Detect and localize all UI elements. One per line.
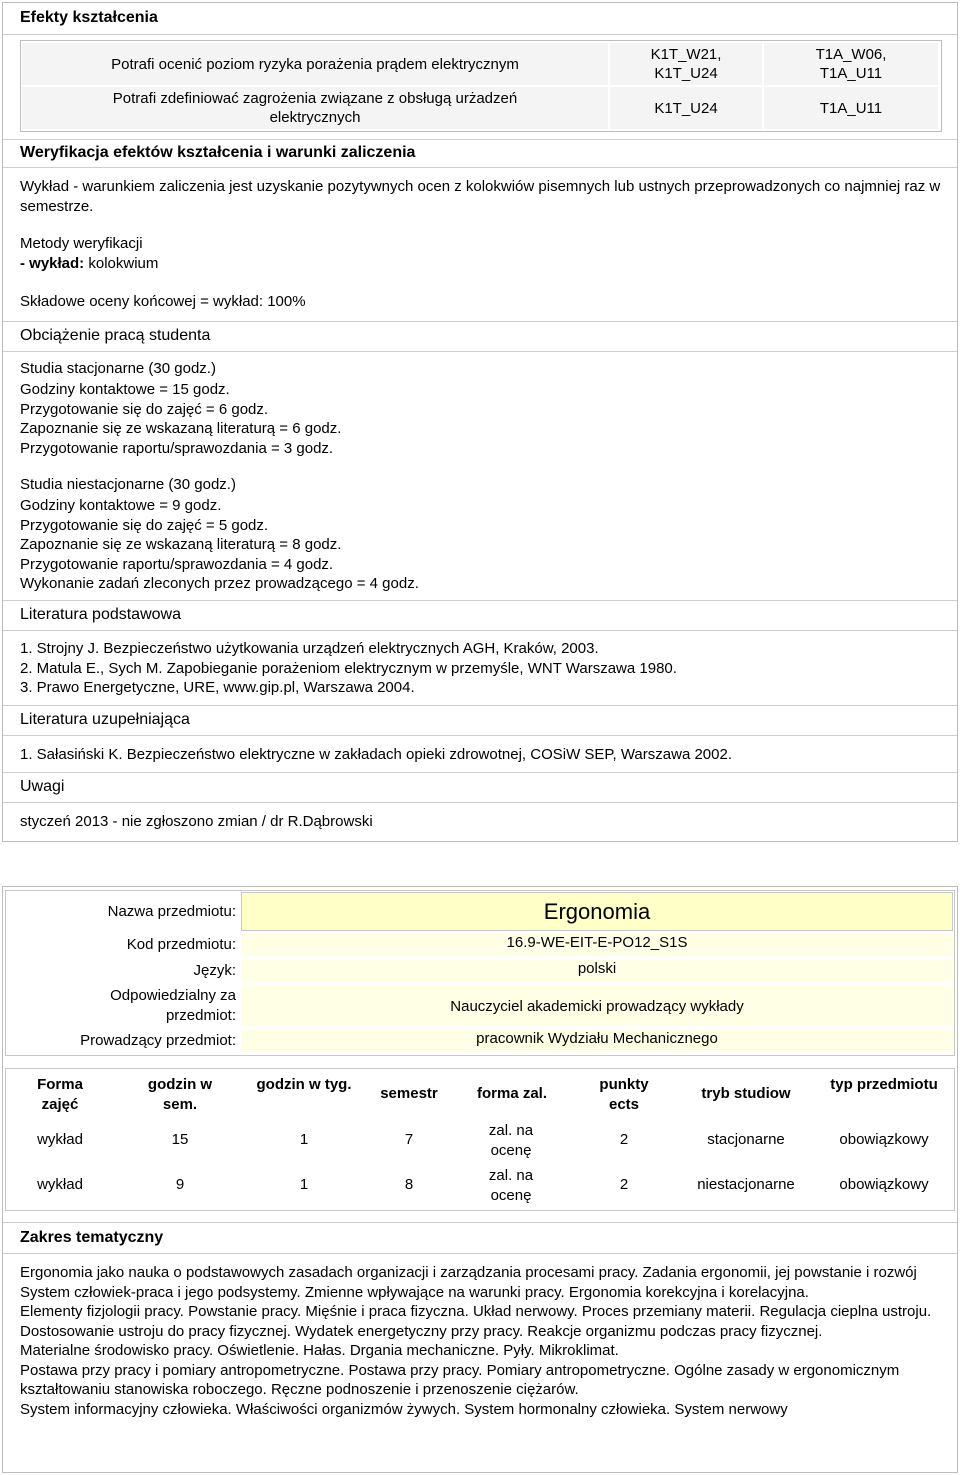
zajecia-r2-ects: 2	[619, 1176, 629, 1193]
stacjonarne-line: Godziny kontaktowe = 15 godz.	[20, 381, 230, 398]
weryfikacja-header-line-top	[3, 139, 957, 140]
zajecia-r1-typ: obowiązkowy	[839, 1131, 929, 1148]
uwagi-header: Uwagi	[20, 778, 65, 795]
efekty-row-1-desc	[22, 43, 608, 85]
zajecia-r1-godz-sem: 15	[171, 1131, 189, 1148]
efekty-row-2-desc	[22, 87, 608, 129]
col-header-godzin-tyg: godzin w tyg.	[256, 1076, 352, 1093]
col-header-forma: Forma zajęć	[37, 1076, 83, 1113]
zajecia-r2-forma-zal: zal. na ocenę	[488, 1167, 534, 1204]
stacjonarne-line: Zapoznanie się ze wskazaną literaturą = 6 godz.	[20, 420, 342, 437]
zajecia-r2-tryb: niestacjonarne	[697, 1176, 795, 1193]
zajecia-r2-godz-tyg: 1	[299, 1176, 309, 1193]
niestacjonarne-line: Godziny kontaktowe = 9 godz.	[20, 497, 222, 514]
zakres-paragraph: Materialne środowisko pracy. Oświetlenie. Hałas. Drgania mechaniczne. Pyły. Mikroklimat.	[20, 1342, 619, 1359]
label-prowadzacy: Prowadzący przedmiot:	[80, 1032, 236, 1049]
zajecia-r2-godz-sem: 9	[175, 1176, 185, 1193]
zakres-header: Zakres tematyczny	[20, 1229, 164, 1246]
obciazenie-header: Obciążenie pracą studenta	[20, 327, 211, 344]
uwagi-line-bottom	[3, 802, 957, 803]
lit-podst-item: 1. Strojny J. Bezpieczeństwo użytkowania urządzeń elektrycznych AGH, Kraków, 2003.	[20, 640, 599, 657]
zakres-line-bottom	[3, 1253, 957, 1254]
value-jezyk-cell	[241, 960, 953, 982]
stacjonarne-title: Studia stacjonarne (30 godz.)	[20, 360, 216, 377]
zakres-paragraph: Postawa przy pracy i pomiary antropometryczne. Postawa przy pracy. Pomiary antropometryczne. Ogólne zasady w ergonomicznym kształtowaniu stanowiska roboczego. Ręczne podnoszenie i przenoszenie ciężarów.	[20, 1361, 900, 1398]
value-prowadzacy: pracownik Wydziału Mechanicznego	[476, 1030, 718, 1047]
col-header-godzin-sem: godzin w sem.	[147, 1076, 213, 1113]
stacjonarne-line: Przygotowanie raportu/sprawozdania = 3 godz.	[20, 439, 334, 457]
efekty-header: Efekty kształcenia	[20, 9, 158, 26]
zajecia-r1-forma-zal: zal. na ocenę	[488, 1122, 534, 1159]
lit-podst-header: Literatura podstawowa	[20, 606, 181, 623]
lit-uzup-item: 1. Sałasiński K. Bezpieczeństwo elektryczne w zakładach opieki zdrowotnej, COSiW SEP, Warszawa 2002.	[20, 746, 732, 763]
weryfikacja-header: Weryfikacja efektów kształcenia i warunki zaliczenia	[20, 144, 416, 161]
zajecia-r2-forma: wykład	[37, 1176, 83, 1193]
lit-podst-list	[20, 639, 677, 698]
subject-title-cell	[241, 892, 953, 931]
col-header-ects: punkty ects	[599, 1076, 649, 1113]
lit-podst-item: 2. Matula E., Sych M. Zapobieganie porażeniom elektrycznym w przemyśle, WNT Warszawa 1980.	[20, 659, 677, 677]
obciazenie-line-top	[3, 321, 957, 322]
value-odpowiedzialny: Nauczyciel akademicki prowadzący wykłady	[450, 997, 744, 1015]
weryfikacja-header-line	[3, 167, 957, 168]
subject-title: Ergonomia	[543, 898, 651, 924]
metody-title: Metody weryfikacji	[20, 235, 143, 252]
zajecia-r1-tryb: stacjonarne	[707, 1131, 785, 1148]
skladowe-oceny: Składowe oceny końcowej = wykład: 100%	[20, 293, 306, 310]
niestacjonarne-line: Przygotowanie się do zajęć = 5 godz.	[20, 516, 269, 534]
zakres-line-top	[3, 1222, 957, 1223]
value-odpowiedzialny-cell	[241, 986, 953, 1026]
metody-line	[20, 255, 158, 272]
uwagi-line-top	[3, 772, 957, 773]
label-jezyk: Język:	[193, 962, 236, 979]
efekty-row-1-code1	[610, 43, 762, 85]
lit-uzup-line-bottom	[3, 735, 957, 736]
obciazenie-line-bottom	[3, 351, 957, 352]
efekty-code1-1-text: K1T_W21, K1T_U24	[650, 45, 722, 82]
weryfikacja-text: Wykład - warunkiem zaliczenia jest uzyskanie pozytywnych ocen z kolokwiów pisemnych lub ustnych przeprowadzonych co najmniej raz w semestrze.	[20, 178, 941, 215]
efekty-code1-2-text: K1T_U24	[654, 99, 718, 117]
value-kod: 16.9-WE-EIT-E-PO12_S1S	[506, 934, 688, 951]
lit-podst-line-bottom	[3, 630, 957, 631]
label-kod: Kod przedmiotu:	[126, 936, 236, 953]
zajecia-r1-semestr: 7	[404, 1131, 414, 1148]
value-prowadzacy-cell	[241, 1030, 953, 1052]
value-kod-cell	[241, 934, 953, 956]
uwagi-text: styczeń 2013 - nie zgłoszono zmian / dr R.Dąbrowski	[20, 813, 373, 830]
niestacjonarne-title: Studia niestacjonarne (30 godz.)	[20, 476, 236, 493]
zajecia-r2-semestr: 8	[404, 1176, 414, 1193]
zakres-content	[20, 1263, 940, 1419]
stacjonarne-line: Przygotowanie się do zajęć = 6 godz.	[20, 400, 269, 418]
niestacjonarne-list	[20, 496, 419, 594]
col-header-typ: typ przedmiotu	[830, 1076, 938, 1093]
niestacjonarne-line: Wykonanie zadań zleconych przez prowadzącego = 4 godz.	[20, 575, 419, 592]
efekty-code2-2-text: T1A_U11	[819, 99, 883, 117]
lit-podst-item: 3. Prawo Energetyczne, URE, www.gip.pl, Warszawa 2004.	[20, 679, 415, 696]
lit-podst-line-top	[3, 600, 957, 601]
col-header-forma-zal: forma zal.	[476, 1085, 548, 1102]
col-header-tryb: tryb studiow	[701, 1085, 791, 1102]
col-header-semestr: semestr	[380, 1085, 438, 1102]
zakres-paragraph: System informacyjny człowieka. Właściwości organizmów żywych. System hormonalny człowieka. System nerwowy	[20, 1400, 788, 1418]
zajecia-r1-godz-tyg: 1	[299, 1131, 309, 1148]
label-nazwa: Nazwa przedmiotu:	[107, 903, 236, 920]
value-jezyk: polski	[577, 960, 617, 977]
efekty-desc-1-text: Potrafi ocenić poziom ryzyka porażenia prądem elektrycznym	[111, 55, 519, 73]
niestacjonarne-line: Zapoznanie się ze wskazaną literaturą = 8 godz.	[20, 536, 342, 553]
lit-uzup-header: Literatura uzupełniająca	[20, 711, 190, 728]
efekty-header-line	[3, 34, 957, 35]
efekty-row-2-code2	[764, 87, 938, 129]
zajecia-r1-ects: 2	[619, 1131, 629, 1148]
efekty-desc-2-text: Potrafi zdefiniować zagrożenia związane z obsługą urżadzeń elektrycznych	[112, 89, 518, 126]
stacjonarne-list	[20, 380, 341, 458]
zajecia-r1-forma: wykład	[37, 1131, 83, 1148]
zajecia-r2-typ: obowiązkowy	[839, 1176, 929, 1193]
zakres-paragraph: Ergonomia jako nauka o podstawowych zasadach organizacji i zarządzania procesami pracy. Zadania ergonomii, jej powstanie i rozwój System człowiek-praca i jego podsystemy. Zmienne wpływające na warunki pracy. Ergonomia korekcyjna i korelacyjna.	[20, 1264, 917, 1301]
zakres-paragraph: Elementy fizjologii pracy. Powstanie pracy. Mięśnie i praca fizyczna. Układ nerwowy. Proces przemiany materii. Regulacja cieplna ustroju. Dostosowanie ustroju do pracy fizycznej. Wydatek energetyczny przy pracy. Reakcje organizmu podczas pracy fizycznej.	[20, 1303, 932, 1340]
lit-uzup-line-top	[3, 705, 957, 706]
efekty-code2-1-text: T1A_W06, T1A_U11	[815, 45, 887, 82]
niestacjonarne-line: Przygotowanie raportu/sprawozdania = 4 godz.	[20, 555, 334, 573]
efekty-row-1-code2	[764, 43, 938, 85]
label-odpowiedzialny: Odpowiedzialny za przedmiot:	[110, 987, 236, 1024]
metody-line-value: kolokwium	[84, 255, 159, 272]
efekty-row-2-code1	[610, 87, 762, 129]
metody-line-label: - wykład:	[20, 255, 85, 272]
